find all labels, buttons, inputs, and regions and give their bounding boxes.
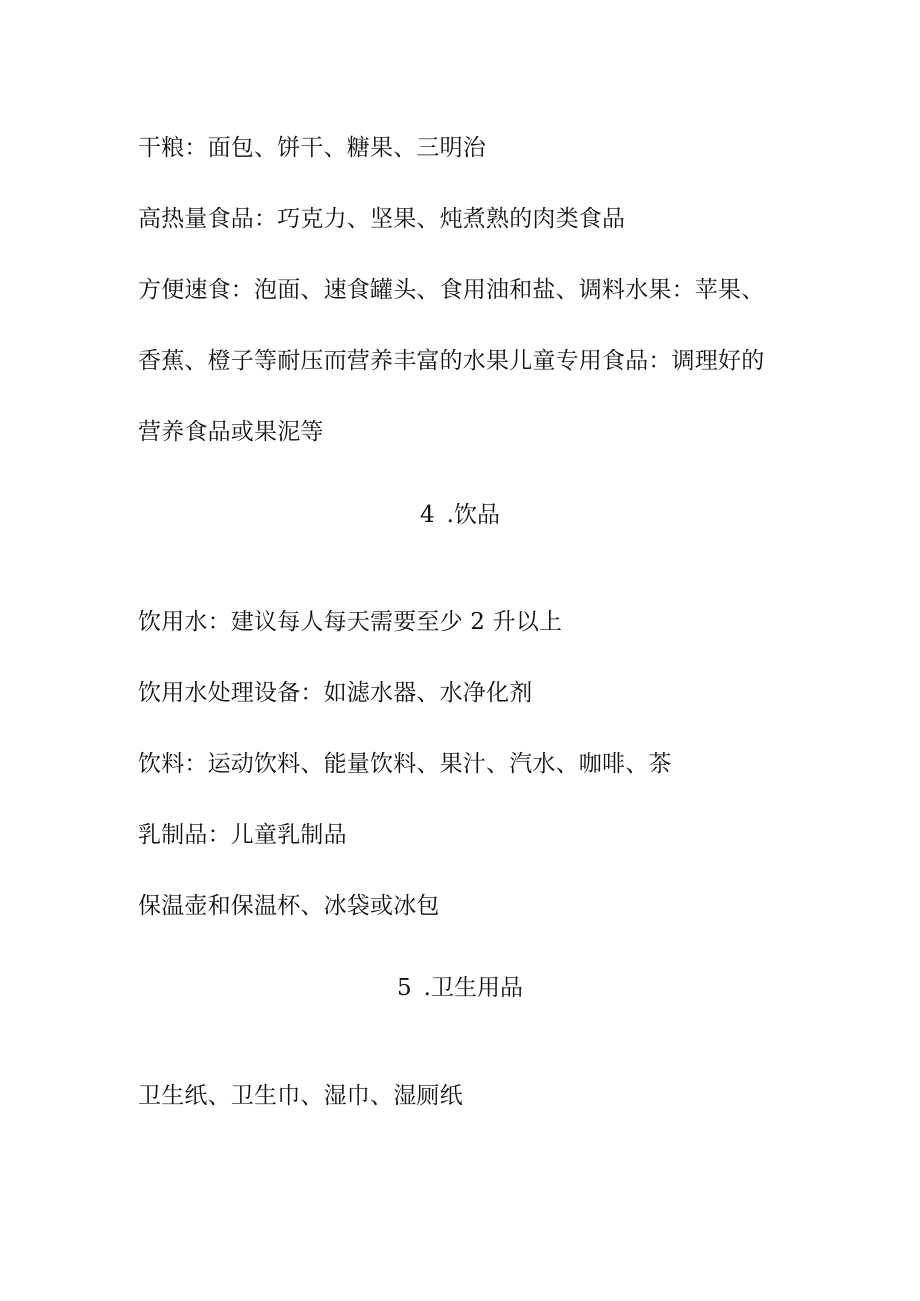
section-number: 5: [397, 975, 412, 1001]
paragraph-thermos: 保温壶和保温杯、冰袋或冰包: [138, 893, 440, 919]
paragraph-instant-food-end: 营养食品或果泥等: [138, 419, 324, 445]
paragraph-dairy: 乳制品：儿童乳制品: [138, 822, 347, 848]
section-title: .饮品: [446, 502, 500, 528]
paragraph-hygiene-items: 卫生纸、卫生巾、湿巾、湿厕纸: [138, 1083, 463, 1109]
section-heading-hygiene: [0, 973, 920, 1003]
paragraph-water-treatment: 饮用水处理设备：如滤水器、水净化剂: [138, 680, 533, 706]
paragraph-high-calorie-food: 高热量食品：巧克力、坚果、炖煮熟的肉类食品: [138, 206, 626, 232]
paragraph-drinking-water: 饮用水：建议每人每天需要至少 2 升以上: [138, 609, 563, 635]
paragraph-instant-food: 方便速食：泡面、速食罐头、食用油和盐、调料水果：苹果、: [138, 277, 765, 303]
section-heading-drinks: [0, 500, 920, 530]
section-title: .卫生用品: [423, 975, 523, 1001]
paragraph-instant-food-continued: 香蕉、橙子等耐压而营养丰富的水果儿童专用食品：调理好的: [138, 348, 765, 374]
section-number: 4: [420, 502, 435, 528]
paragraph-dry-food: 干粮：面包、饼干、糖果、三明治: [138, 135, 486, 161]
paragraph-beverages: 饮料：运动饮料、能量饮料、果汁、汽水、咖啡、茶: [138, 751, 672, 777]
